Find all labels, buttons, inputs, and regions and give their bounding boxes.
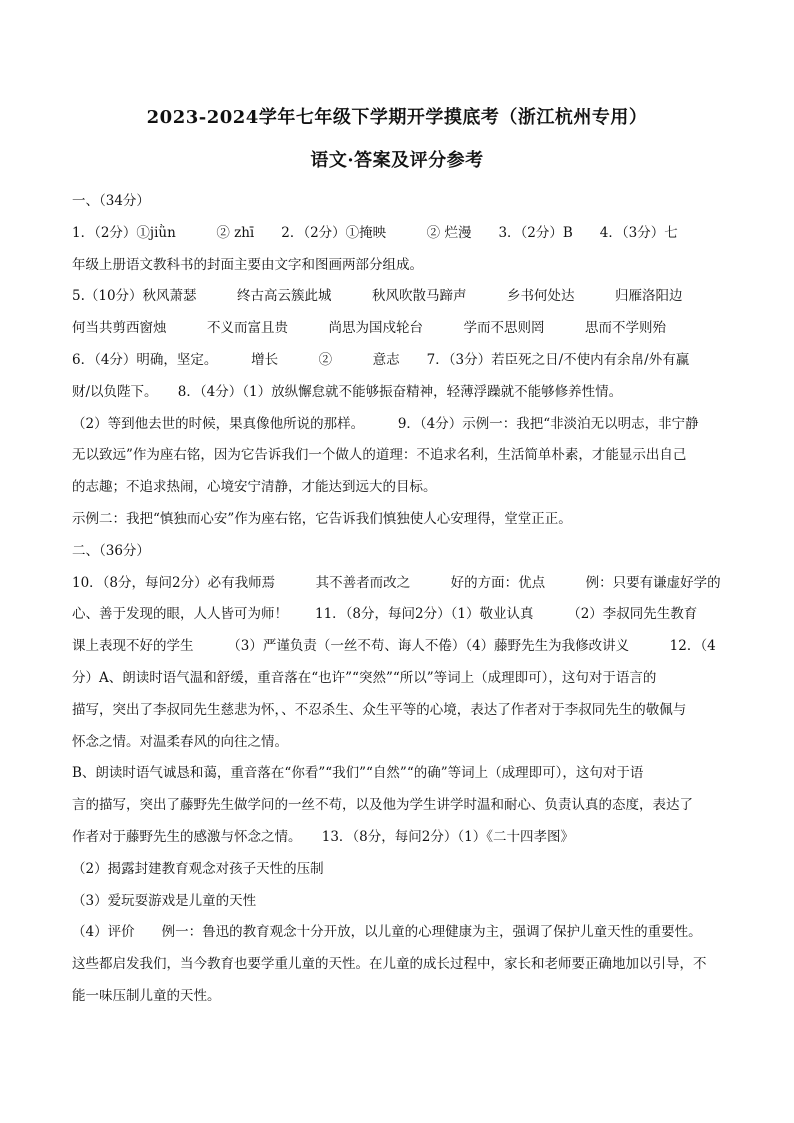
text-line: （4）评价 例一：鲁迅的教育观念十分开放，以儿童的心理健康为主，强调了保护儿童天性的重要性。 [72, 924, 702, 941]
page-subtitle: 语文·答案及评分参考 [310, 150, 484, 171]
text-line: 10．（8分，每问2分）必有我师焉 其不善者而改之 好的方面：优点 例：只要有谦虚好学的 [72, 574, 721, 591]
text-line: 作者对于藤野先生的感激与怀念之情。 13．（8分，每问2分）（1）《二十四孝图》 [72, 828, 574, 845]
text-line: 示例二：我把“慎独而心安”作为座右铭，它告诉我们慎独使人心安理得，堂堂正正。 [72, 510, 572, 527]
text-line: 怀念之情。对温柔春风的向往之情。 [72, 733, 288, 750]
text-line: （3）爱玩耍游戏是儿童的天性 [72, 892, 257, 909]
text-line: 何当共剪西窗烛 不义而富且贵 尚思为国戍轮台 学而不思则罔 思而不学则殆 [72, 320, 666, 337]
text-line: 1．（2分）①jiǜn ② zhī 2．（2分）①掩映 ② 烂漫 3．（2分）B 4．（3分）七 [72, 224, 678, 241]
text-line: 能一味压制儿童的天性。 [72, 987, 221, 1004]
text-line: 二、（36分） [72, 542, 150, 559]
answer-body [72, 186, 742, 1013]
text-line: 课上表现不好的学生 （3）严谨负责（一丝不苟、诲人不倦）（4）藤野先生为我修改讲义 12．（4 [72, 638, 716, 655]
text-line: 心、善于发现的眼，人人皆可为师！ 11．（8分，每问2分）（1）敬业认真 （2）李叔同先生教育 [72, 606, 698, 623]
text-line: 无以致远”作为座右铭，因为它告诉我们一个做人的道理：不追求名利，生活简单朴素，才能显示出自己 [72, 447, 687, 464]
page-title: 2023-2024学年七年级下学期开学摸底考（浙江杭州专用） [146, 107, 648, 128]
text-line: 分）A、朗读时语气温和舒缓，重音落在“也许”“突然”“所以”等词上（成理即可），这句对于语言的 [72, 669, 657, 686]
text-line: （2）揭露封建教育观念对孩子天性的压制 [72, 860, 324, 877]
text-line: （2）等到他去世的时候，果真像他所说的那样。 9．（4分）示例一：我把“非淡泊无以明志，非宁静 [72, 415, 699, 432]
text-line: 这些都启发我们，当今教育也要学重儿童的天性。在儿童的成长过程中，家长和老师要正确地加以引导，不 [72, 956, 707, 973]
text-line: 6．（4分）明确，坚定。 增长 ② 意志 7．（3分）若臣死之日/不使内有余帛/外有赢 [72, 351, 690, 368]
text-line: 言的描写，突出了藤野先生做学问的一丝不苟，以及他为学生讲学时温和耐心、负责认真的态度，表达了 [72, 797, 693, 814]
text-line: 年级上册语文教科书的封面主要由文字和图画两部分组成。 [72, 256, 423, 273]
text-line: 一、（34分） [72, 193, 150, 209]
text-line: 的志趣；不追求热闹，心境安宁清静，才能达到远大的目标。 [72, 479, 437, 496]
text-line: 5.（10分）秋风萧瑟 终古高云簇此城 秋风吹散马蹄声 乡书何处达 归雁洛阳边 [72, 288, 683, 305]
text-line: 财/以负陛下。 8．（4分）（1）放纵懈怠就不能够振奋精神，轻薄浮躁就不能够修养性情。 [72, 383, 623, 400]
text-line: B、朗读时语气诚恳和蔼，重音落在“你看”“我们”“自然”“的确”等词上（成理即可），这句对于语 [72, 765, 644, 782]
text-line: 描写，突出了李叔同先生慈悲为怀，、不忍杀生、众生平等的心境，表达了作者对于李叔同先生的敬佩与 [72, 701, 687, 718]
